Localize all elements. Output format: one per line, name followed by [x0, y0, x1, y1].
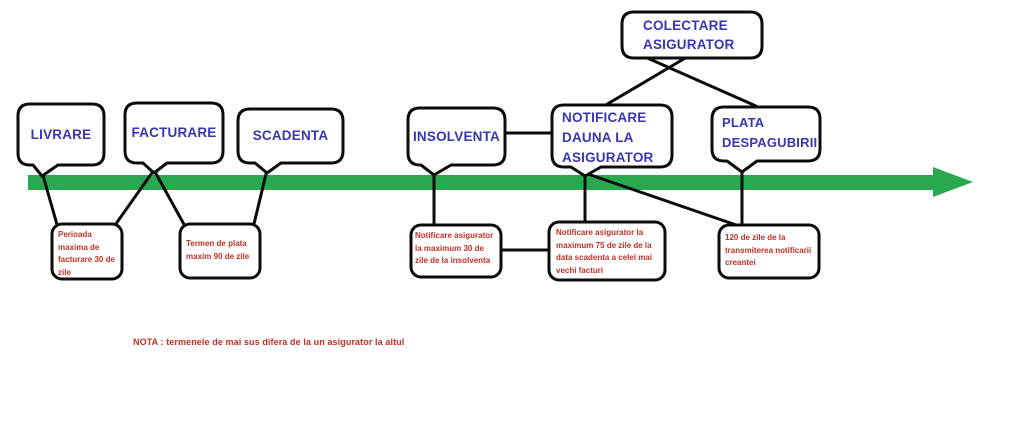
annotation-transmitere-notificare: 120 de zile de la transmiterea notificarii creantei — [725, 233, 812, 267]
annotation-termen-plata: Termen de plata maxim 90 de zile — [186, 239, 250, 261]
annotation-notificare-insolventa: Notificare asigurator la maximum 30 de zile de la insolventa — [415, 231, 494, 265]
node-label-scadenta: SCADENTA — [252, 128, 329, 143]
annotation-notificare-scadenta: Notificare asigurator la maximum 75 de zile de la data scadenta a celei mai vechi facturi — [556, 228, 653, 275]
node-label-notificare-dauna: NOTIFICARE DAUNA LA ASIGURATOR — [562, 110, 654, 165]
timeline-arrow — [28, 167, 973, 197]
node-label-livrare: LIVRARE — [30, 126, 92, 142]
node-label-insolventa: INSOLVENTA — [412, 128, 500, 144]
connector-colectare-plata — [645, 57, 756, 106]
annotation-perioada-facturare: Perioada maxima de facturare 30 de zile — [58, 230, 115, 277]
node-label-plata-despagubirii: PLATA DESPAGUBIRII — [722, 115, 818, 150]
footer-note: NOTA : termenele de mai sus difera de la un asigurator la altul — [133, 337, 405, 347]
node-label-colectare-asigurator: COLECTARE ASIGURATOR — [643, 18, 735, 52]
node-label-facturare: FACTURARE — [131, 125, 217, 140]
connector-colectare-notificare — [604, 57, 687, 106]
